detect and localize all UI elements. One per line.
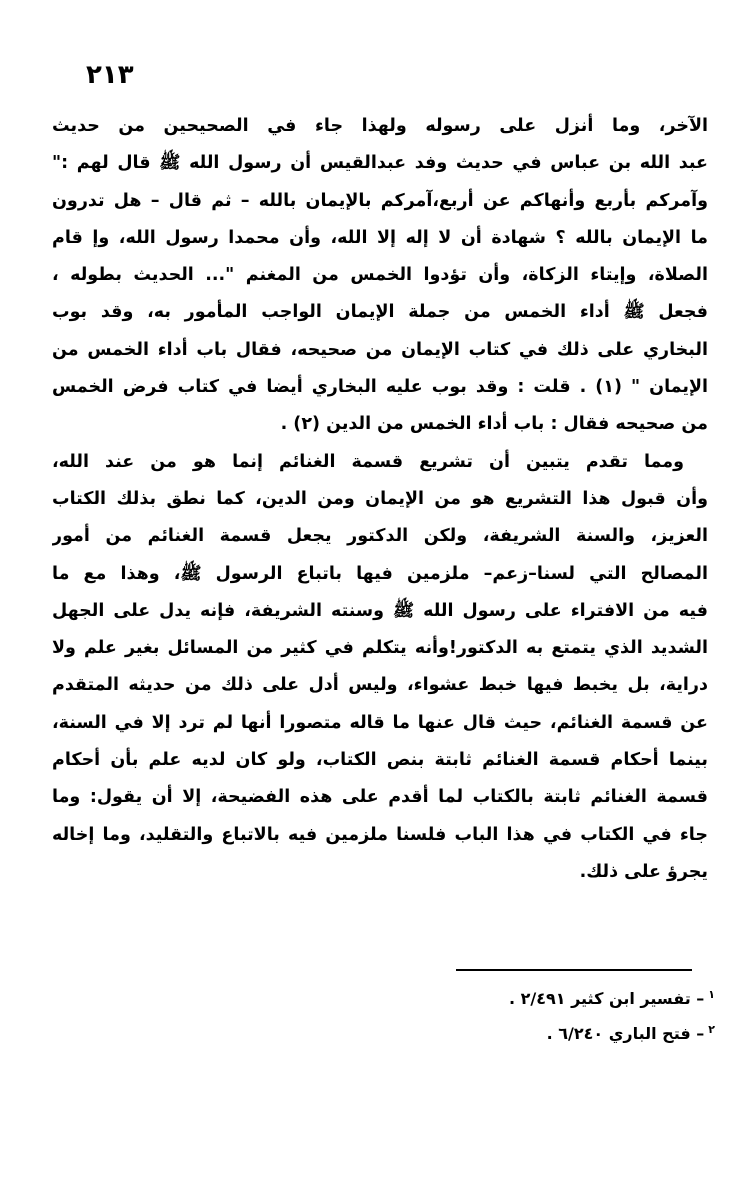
body-line-21: يجرؤ على ذلك. — [579, 861, 708, 882]
body-line-1: الآخر، وما أنزل على رسوله ولهذا جاء في الصحيحين من حديث — [52, 116, 708, 136]
footnotes — [215, 982, 715, 1052]
body-line-3: وآمركم بأربع وأنهاكم عن أربع،آمركم بالإيمان بالله – ثم قال – هل تدرون — [52, 190, 708, 211]
footnote-2-text: – فتح الباري ٦/٢٤٠ . — [546, 1024, 705, 1043]
body-line-5: الصلاة، وإيتاء الزكاة، وأن تؤدوا الخمس من المغنم "... الحديث بطوله ، — [52, 265, 708, 286]
body-line-10: ومما تقدم يتبين أن تشريع قسمة الغنائم إنما هو من عند الله، — [52, 451, 684, 472]
body-line-4: ما الإيمان بالله ؟ شهادة أن لا إله إلا الله، وأن محمدا رسول الله، وإ قام — [52, 227, 708, 248]
body-text — [52, 108, 708, 891]
page-number: ٢١٣ — [86, 60, 134, 90]
footnote-1 — [215, 982, 715, 1017]
body-line-7: البخاري على ذلك في كتاب الإيمان من صحيحه، فقال باب أداء الخمس من — [52, 339, 708, 360]
body-line-17: عن قسمة الغنائم، حيث قال عنها ما قاله متصورا أنها لم ترد إلا في السنة، — [52, 712, 708, 733]
body-line-11: وأن قبول هذا التشريع هو من الإيمان ومن الدين، كما نطق بذلك الكتاب — [52, 488, 708, 509]
footnote-1-text: – تفسير ابن كثير ٢/٤٩١ . — [508, 989, 705, 1008]
footnote-1-mark: ١ — [708, 988, 715, 1001]
body-line-13: المصالح التي لسنا–زعم– ملزمين فيها باتباع الرسول ﷺ، وهذا مع ما — [52, 563, 708, 584]
footnote-divider — [456, 969, 692, 971]
body-line-2: عبد الله بن عباس في حديث وفد عبدالقيس أن رسول الله ﷺ قال لهم :" — [52, 153, 708, 174]
body-line-12: العزيز، والسنة الشريفة، ولكن الدكتور يجعل قسمة الغنائم من أمور — [52, 526, 708, 547]
body-line-16: دراية، بل يخبط فيها خبط عشواء، وليس أدل على ذلك من حديثه المتقدم — [52, 675, 708, 696]
body-line-14: فيه من الافتراء على رسول الله ﷺ وسنته الشريفة، فإنه يدل على الجهل — [52, 600, 708, 621]
body-line-9: من صحيحه فقال : باب أداء الخمس من الدين (٢) . — [280, 414, 708, 435]
body-line-8: الإيمان " (١) . قلت : وقد بوب عليه البخاري أيضا في كتاب فرض الخمس — [52, 377, 708, 398]
body-line-19: قسمة الغنائم ثابتة بالكتاب لما أقدم على هذه الفضيحة، إلا أن يقول: وما — [52, 787, 708, 808]
body-line-18: بينما أحكام قسمة الغنائم ثابتة بنص الكتاب، ولو كان لديه علم بأن أحكام — [52, 750, 708, 771]
body-line-6: فجعل ﷺ أداء الخمس من جملة الإيمان الواجب المأمور به، وقد بوب — [52, 302, 708, 323]
body-line-20: جاء في الكتاب في هذا الباب فلسنا ملزمين فيه بالاتباع والتقليد، وما إخاله — [52, 824, 708, 845]
footnote-2 — [215, 1017, 715, 1052]
footnote-2-mark: ٢ — [708, 1023, 715, 1036]
body-line-15: الشديد الذي يتمتع به الدكتور!وأنه يتكلم في كثير من المسائل بغير علم ولا — [52, 638, 708, 659]
